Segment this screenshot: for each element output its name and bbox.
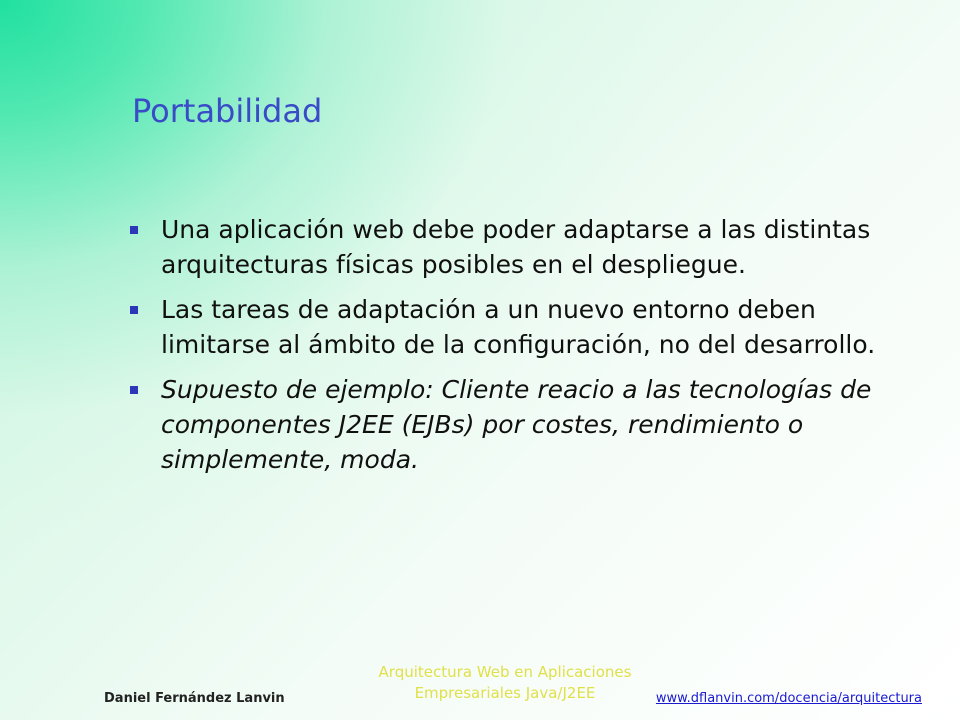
bullet-text: Las tareas de adaptación a un nuevo entorno deben limitarse al ámbito de la configuración, no del desarrollo. — [161, 295, 876, 359]
slide-title: Portabilidad — [132, 92, 323, 130]
footer-website-link[interactable]: www.dflanvin.com/docencia/arquitectura — [655, 691, 922, 706]
bullet-list — [128, 212, 928, 487]
footer-author: Daniel Fernández Lanvin — [104, 691, 285, 706]
bullet-text: Una aplicación web debe poder adaptarse a las distintas arquitecturas físicas posibles en el despliegue. — [161, 215, 871, 279]
square-bullet-icon — [130, 226, 138, 234]
square-bullet-icon — [130, 306, 138, 314]
bullet-item — [128, 292, 928, 362]
bullet-item — [128, 372, 928, 477]
footer-course-line-1: Arquitectura Web en Aplicaciones — [378, 663, 632, 681]
bullet-text: Supuesto de ejemplo: Cliente reacio a las tecnologías de componentes J2EE (EJBs) por costes, rendimiento o simplemente, moda. — [161, 375, 872, 474]
footer-course-line-2: Empresariales Java/J2EE — [414, 684, 596, 702]
bullet-item — [128, 212, 928, 282]
square-bullet-icon — [130, 386, 138, 394]
footer-course-title — [330, 662, 680, 704]
